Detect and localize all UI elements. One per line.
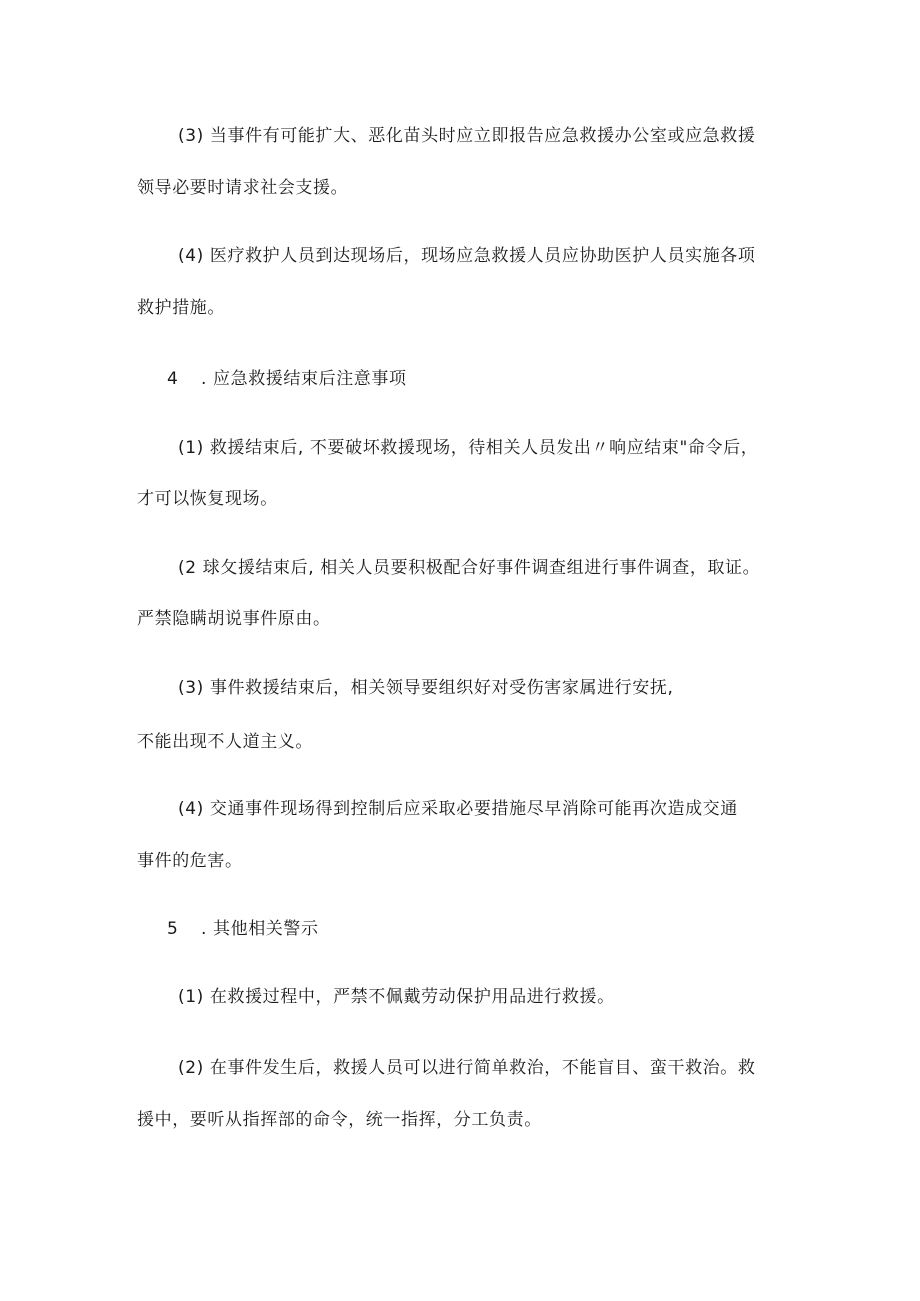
section-5-heading [167,917,319,941]
paragraph-2-treatment-line1: (2) 在事件发生后，救援人员可以进行简单救治，不能盲目、蛮干救治。救 [178,1058,756,1078]
section-5-title: . 其他相关警示 [201,919,319,939]
paragraph-4-traffic-line1: (4) 交通事件现场得到控制后应采取必要措施尽早消除可能再次造成交通 [178,799,738,819]
section-4-number: 4 [167,369,179,389]
paragraph-4-medical-line1: (4) 医疗救护人员到达现场后，现场应急救援人员应协助医护人员实施各项 [178,246,756,266]
paragraph-3-escalation-line2: 领导必要时请求社会支援。 [137,178,349,198]
paragraph-4-traffic-line2: 事件的危害。 [137,851,243,871]
paragraph-4-medical-line2: 救护措施。 [137,298,225,318]
paragraph-1-after-rescue-line1: (1) 救援结束后, 不要破坏救援现场，待相关人员发出〃响应结束"命令后， [178,438,759,458]
paragraph-3-comfort-line1: (3) 事件救援结束后，相关领导要组织好对受伤害家属进行安抚, [178,678,674,698]
paragraph-1-protective-gear: (1) 在救援过程中，严禁不佩戴劳动保护用品进行救援。 [178,987,615,1007]
paragraph-2-treatment-line2: 援中，要听从指挥部的命令，统一指挥，分工负责。 [137,1110,542,1130]
paragraph-1-after-rescue-line2: 才可以恢复现场。 [137,489,278,509]
paragraph-3-escalation-line1: (3) 当事件有可能扩大、恶化苗头时应立即报告应急救援办公室或应急救援 [178,126,756,146]
section-4-title: . 应急救援结束后注意事项 [201,369,407,389]
section-5-number: 5 [167,919,179,939]
section-4-heading [167,367,407,391]
paragraph-2-investigation-line2: 严禁隐瞒胡说事件原由。 [137,609,331,629]
paragraph-3-comfort-line2: 不能出现不人道主义。 [137,732,313,752]
paragraph-2-investigation-line1: (2 球攵援结束后, 相关人员要积极配合好事件调查组进行事件调查，取证。 [178,558,761,578]
